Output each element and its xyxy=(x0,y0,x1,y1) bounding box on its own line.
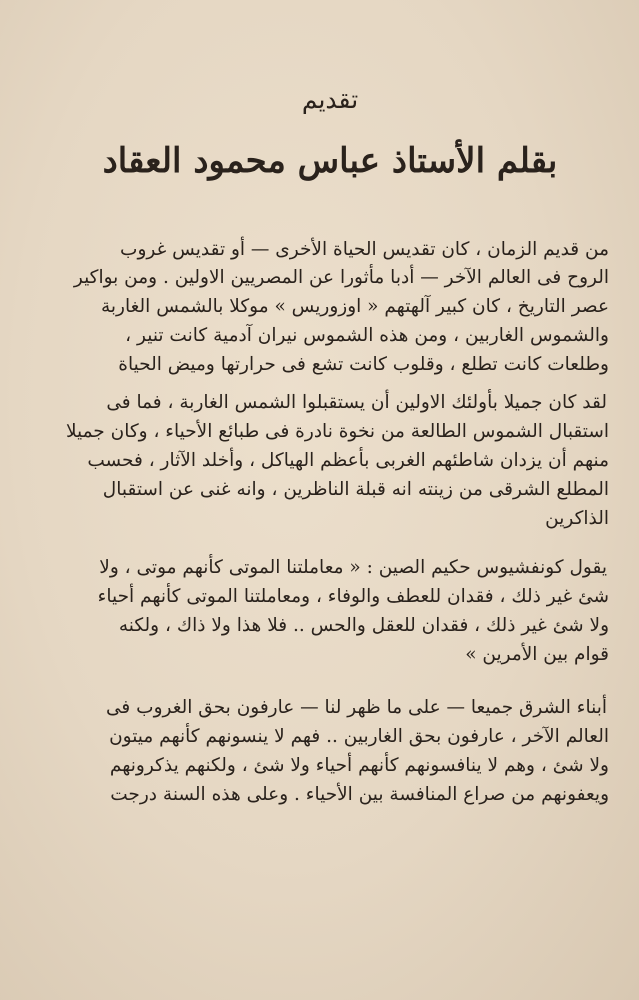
text-line: يقول كونفشيوس حكيم الصين : « معاملتنا الموتى كأنهم موتى ، ولا xyxy=(99,557,607,578)
text-line: الروح فى العالم الآخر — أدبا مأثورا عن المصريين الاولين . ومن بواكير xyxy=(73,267,609,288)
text-line: شئ غير ذلك ، فقدان للعطف والوفاء ، ومعاملتنا الموتى كأنهم أحياء xyxy=(97,586,609,607)
text-line: العالم الآخر ، عارفون بحق الغاربين .. فهم لا ينسونهم كأنهم ميتون xyxy=(109,726,609,747)
text-line: أبناء الشرق جميعا — على ما ظهر لنا — عارفون بحق الغروب فى xyxy=(106,697,607,718)
text-line: من قديم الزمان ، كان تقديس الحياة الأخرى — أو تقديس غروب xyxy=(120,239,609,260)
text-line: والشموس الغاربين ، ومن هذه الشموس نيران آدمية كانت تنير ، xyxy=(125,325,609,346)
text-line: عصر التاريخ ، كان كبير آلهتهم « اوزوريس » موكلا بالشمس الغاربة xyxy=(100,296,609,317)
text-line: ولا شئ ، وهم لا ينافسونهم كأنهم أحياء ولا شئ ، ولكنهم يذكرونهم xyxy=(109,755,609,776)
text-line: المطلع الشرقى من زينته انه قبلة الناظرين ، وانه غنى عن استقبال xyxy=(102,479,609,500)
text-line: استقبال الشموس الطالعة من نخوة نادرة فى طبائع الأحياء ، وكان جميلا xyxy=(65,421,609,442)
text-line: ولا شئ غير ذلك ، فقدان للعقل والحس .. فلا هذا ولا ذاك ، ولكنه xyxy=(118,615,609,636)
text-line: قوام بين الأمرين » xyxy=(465,644,609,665)
text-line: لقد كان جميلا بأولئك الاولين أن يستقبلوا الشمس الغاربة ، فما فى xyxy=(106,392,607,413)
text-line: الذاكرين xyxy=(545,508,609,529)
text-line: ويعفونهم من صراع المنافسة بين الأحياء . وعلى هذه السنة درجت xyxy=(110,784,609,805)
text-line: وطلعات كانت تطلع ، وقلوب كانت تشع فى حرارتها وميض الحياة xyxy=(118,354,609,375)
preface-author-line: بقلم الأستاذ عباس محمود العقاد xyxy=(102,141,558,181)
preface-title: تقديم xyxy=(301,85,359,114)
text-line: منهم أن يزدان شاطئهم الغربى بأعظم الهياكل ، وأخلد الآثار ، فحسب xyxy=(87,450,609,471)
